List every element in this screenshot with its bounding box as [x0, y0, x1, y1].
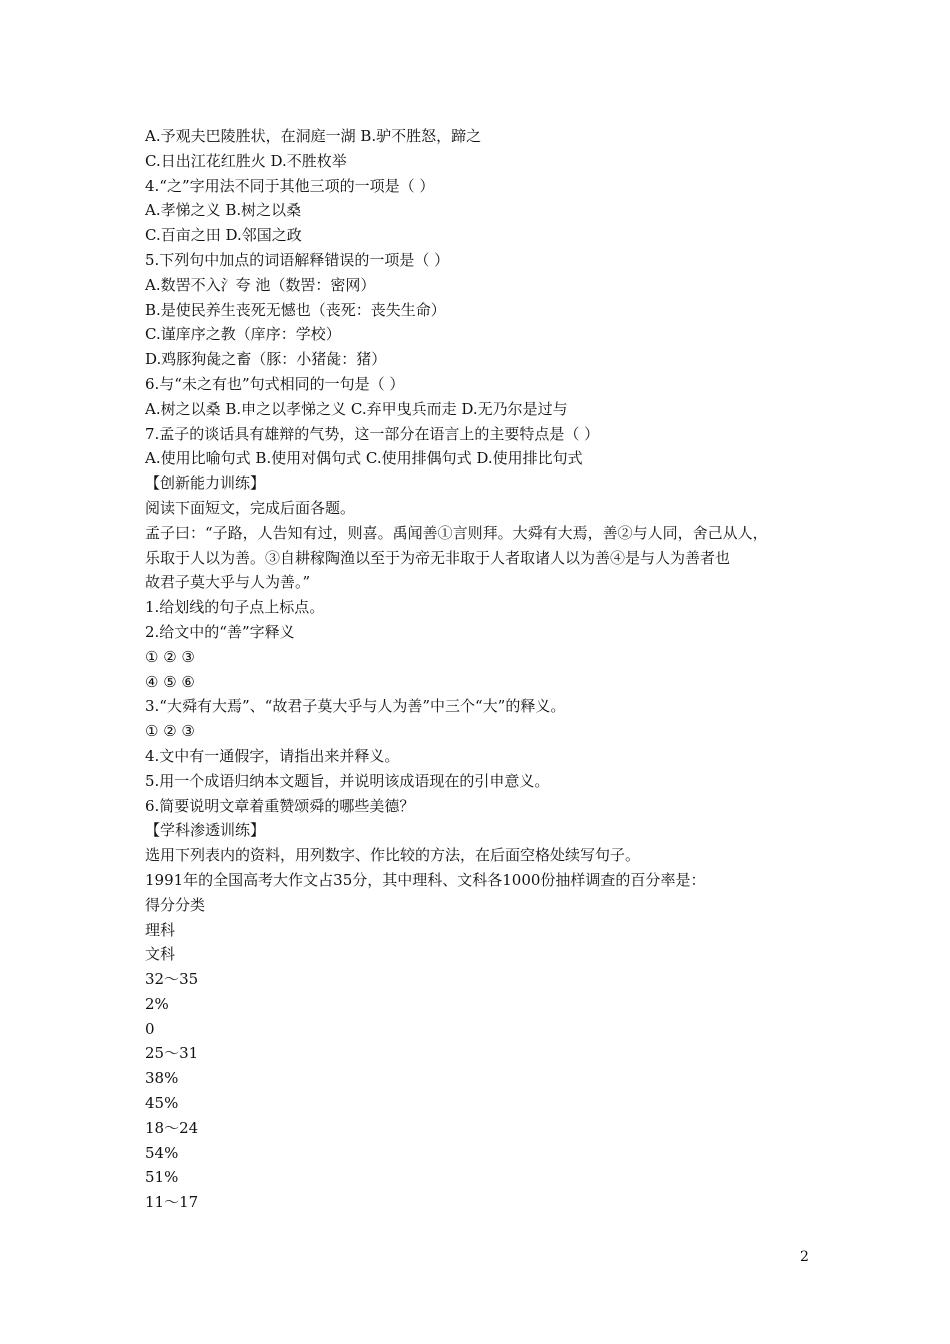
table-cell: 54%	[145, 1143, 179, 1162]
text-line: 4.文中有一通假字，请指出来并释义。	[145, 746, 400, 765]
question-6: 6.与“未之有也”句式相同的一句是（ ）	[145, 374, 405, 393]
table-cell: 38%	[145, 1069, 179, 1088]
text-line: B.是使民养生丧死无憾也（丧死：丧失生命）	[145, 300, 446, 319]
answer-blanks: ① ② ③	[145, 647, 195, 666]
text-line: 1991年的全国高考大作文占35分，其中理科、文科各1000份抽样调查的百分率是：	[145, 870, 706, 889]
passage-line: 孟子曰：“子路，人告知有过，则喜。禹闻善①言则拜。大舜有大焉，善②与人同，舍己从人，	[145, 523, 768, 542]
text-line: C.日出江花红胜火 D.不胜枚举	[145, 151, 347, 170]
section-heading: 【学科渗透训练】	[145, 821, 266, 840]
answer-blanks: ① ② ③	[145, 722, 195, 741]
text-line: 2.给文中的“善”字释义	[145, 622, 295, 641]
text-line: 阅读下面短文，完成后面各题。	[145, 498, 356, 517]
text-line: A.树之以桑 B.申之以孝悌之义 C.弃甲曳兵而走 D.无乃尔是过与	[145, 399, 568, 418]
document-body	[145, 124, 825, 1215]
table-cell: 25～31	[145, 1044, 199, 1063]
text-line: A.使用比喻句式 B.使用对偶句式 C.使用排偶句式 D.使用排比句式	[145, 449, 583, 468]
table-cell: 45%	[145, 1094, 179, 1113]
table-cell: 理科	[145, 920, 176, 939]
question-7: 7.孟子的谈话具有雄辩的气势，这一部分在语言上的主要特点是（ ）	[145, 424, 600, 443]
text-line: 1.给划线的句子点上标点。	[145, 598, 325, 617]
section-heading: 【创新能力训练】	[145, 474, 266, 493]
table-cell: 32～35	[145, 970, 199, 989]
question-5: 5.下列句中加点的词语解释错误的一项是（ ）	[145, 250, 450, 269]
text-line: C.百亩之田 D.邻国之政	[145, 226, 302, 245]
text-line: D.鸡豚狗彘之畜（豚：小猪彘：猪）	[145, 350, 387, 369]
text-line: 6.简要说明文章着重赞颂舜的哪些美德？	[145, 796, 415, 815]
table-cell: 11～17	[145, 1193, 199, 1212]
table-cell: 得分分类	[145, 895, 206, 914]
text-line: C.谨庠序之教（庠序：学校）	[145, 325, 341, 344]
passage-line: 故君子莫大乎与人为善。”	[145, 573, 311, 592]
table-cell: 18～24	[145, 1118, 199, 1137]
table-cell: 2%	[145, 994, 169, 1013]
text-line: 3.“大舜有大焉”、“故君子莫大乎与人为善”中三个“大”的释义。	[145, 697, 566, 716]
text-line: 5.用一个成语归纳本文题旨，并说明该成语现在的引申意义。	[145, 771, 550, 790]
table-cell: 51%	[145, 1168, 179, 1187]
text-line: 选用下列表内的资料，用列数字、作比较的方法，在后面空格处续写句子。	[145, 846, 641, 865]
text-line: A.孝悌之义 B.树之以桑	[145, 201, 302, 220]
question-4: 4.“之”字用法不同于其他三项的一项是（ ）	[145, 176, 435, 195]
text-line: A.予观夫巴陵胜状，在洞庭一湖 B.驴不胜怒，蹄之	[145, 127, 482, 145]
text-line: A.数罟不入氵夸 池（数罟：密网）	[145, 275, 376, 294]
answer-blanks: ④ ⑤ ⑥	[145, 672, 195, 691]
passage-line: 乐取于人以为善。③自耕稼陶渔以至于为帝无非取于人者取诸人以为善④是与人为善者也	[145, 548, 731, 567]
table-cell: 文科	[145, 945, 176, 964]
table-cell: 0	[145, 1019, 155, 1038]
page-number: 2	[800, 1249, 809, 1265]
